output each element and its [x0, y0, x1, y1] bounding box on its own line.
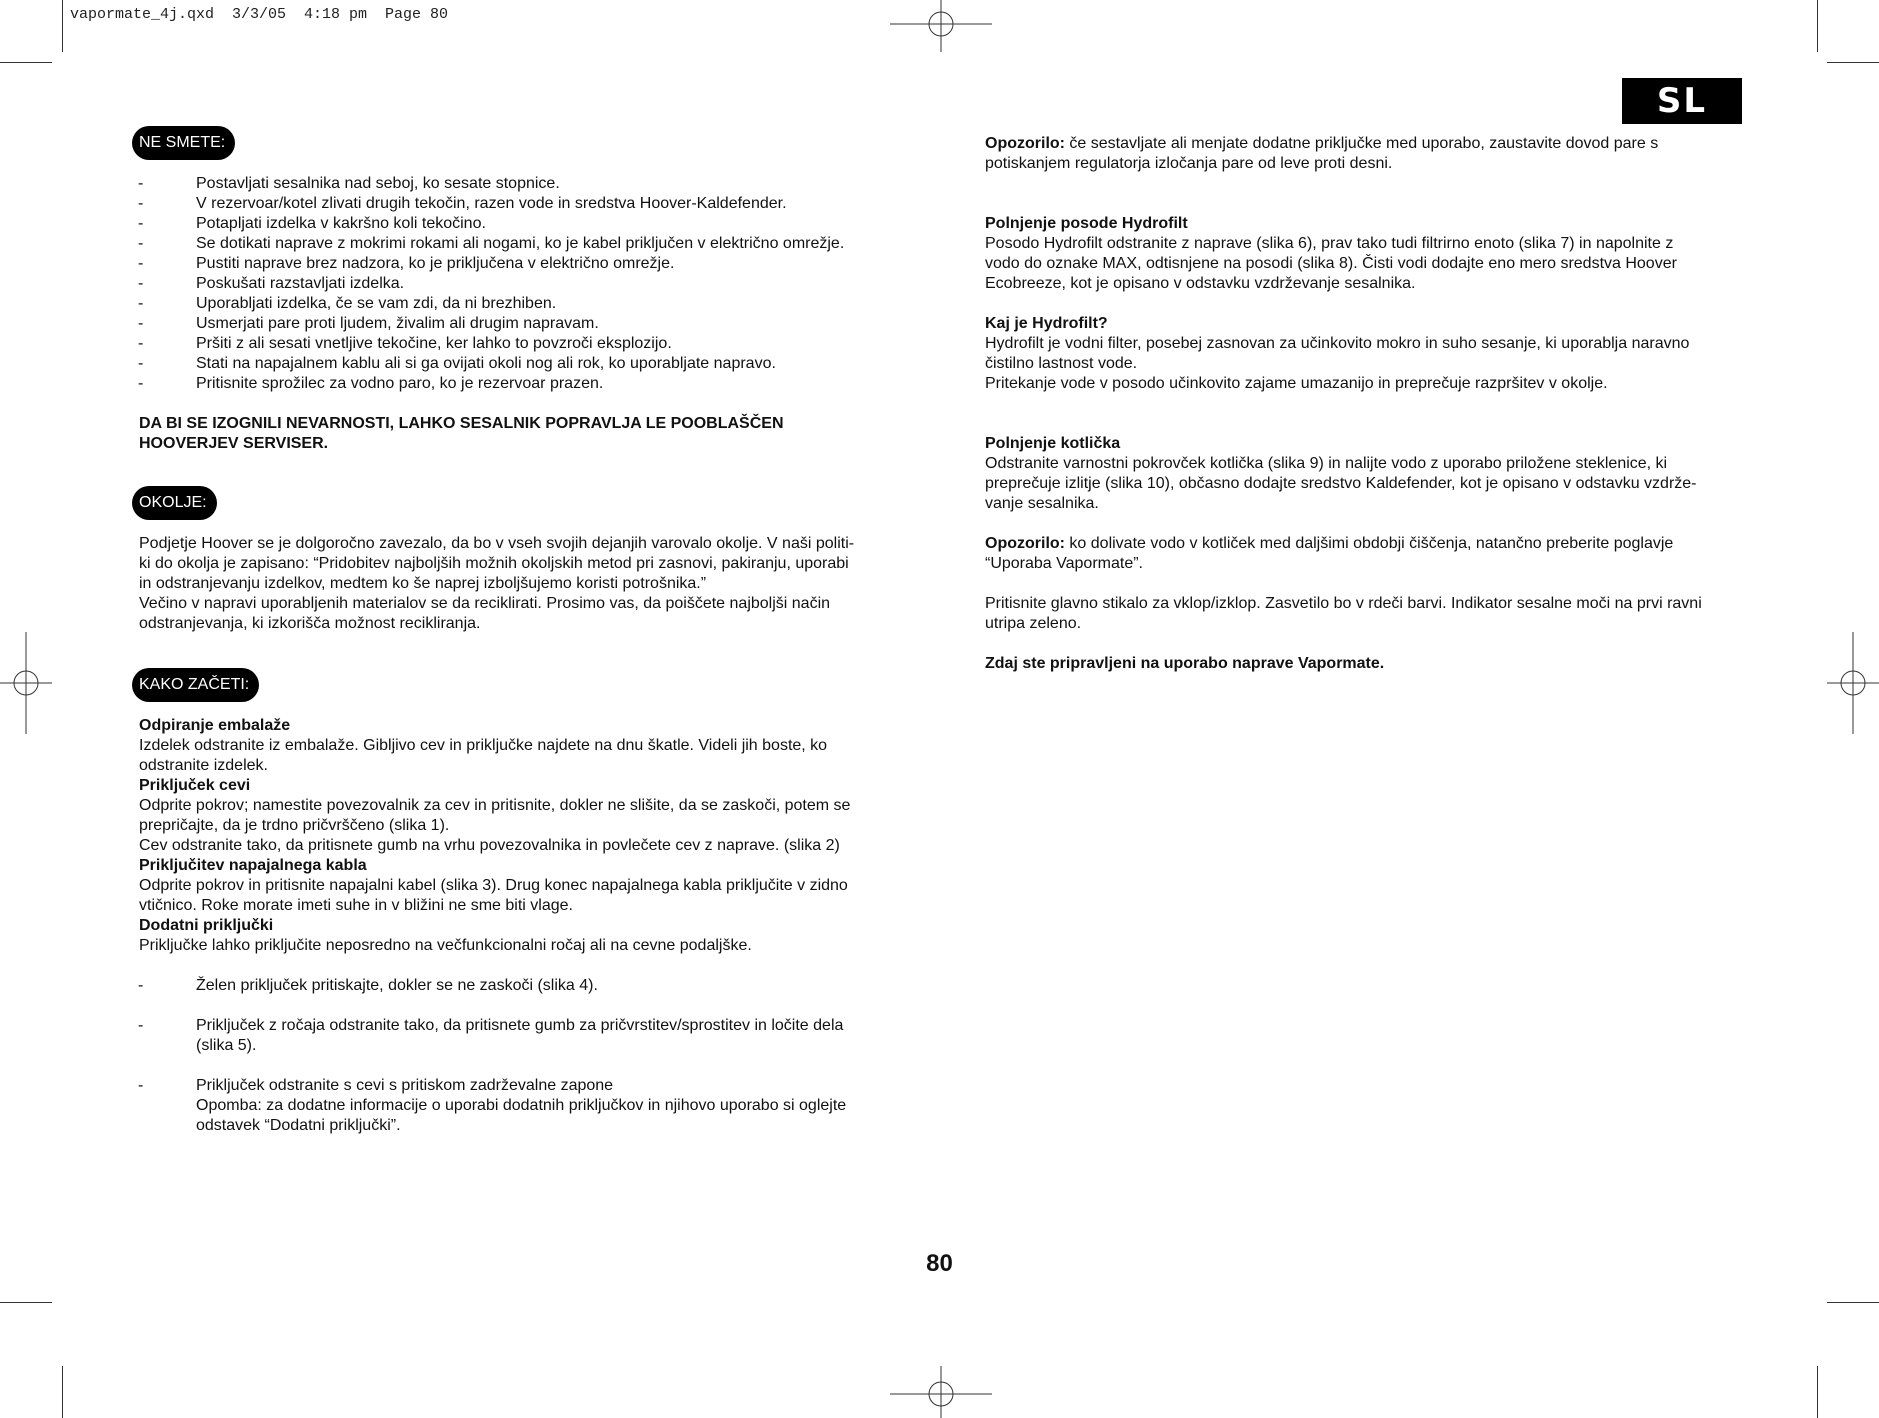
list-item: - V rezervoar/kotel zlivati drugih tekočin, razen vode in sredstva Hoover-Kaldefender.: [138, 195, 787, 212]
subheading: Kaj je Hydrofilt?: [985, 315, 1108, 332]
paragraph: Odprite pokrov in pritisnite napajalni kabel (slika 3). Drug konec napajalnega kabla priključite v zidno vtičnico. Roke morate imeti suhe in v bližini ne sme biti vlage.: [139, 877, 848, 914]
registration-mark-top-icon: [890, 0, 992, 52]
subheading: Priključitev napajalnega kabla: [139, 857, 367, 874]
subheading: Priključek cevi: [139, 777, 251, 794]
service-warning: DA BI SE IZOGNILI NEVARNOSTI, LAHKO SESALNIK POPRAVLJA LE POOBLAŠČEN HOOVERJEV SERVISER.: [139, 415, 784, 452]
crop-mark: [1817, 1366, 1818, 1418]
list-item: - Postavljati sesalnika nad seboj, ko sesate stopnice.: [138, 175, 560, 192]
page-number: 80: [926, 1250, 953, 1277]
subheading: Odpiranje embalaže: [139, 717, 291, 734]
attachments-list: [132, 976, 892, 1136]
list-item: - Potapljati izdelka v kakršno koli tekočino.: [138, 215, 486, 232]
list-item: - Želen priključek pritiskajte, dokler se ne zaskoči (slika 4).: [138, 977, 598, 994]
language-tab: SL: [1622, 78, 1742, 124]
crop-mark: [0, 62, 52, 63]
list-item: - Pustiti naprave brez nadzora, ko je priključena v električno omrežje.: [138, 255, 675, 272]
warning-paragraph: Opozorilo: če sestavljate ali menjate dodatne priključke med uporabo, zaustavite dovod pare s potiskanjem regulatorja izločanja pare od leve proti desni.: [985, 135, 1659, 172]
list-item: - Poskušati razstavljati izdelka.: [138, 275, 405, 292]
registration-mark-bottom-icon: [890, 1366, 992, 1418]
crop-mark: [1827, 62, 1879, 63]
registration-mark-right-icon: [1827, 632, 1879, 734]
paragraph: Posodo Hydrofilt odstranite z naprave (slika 6), prav tako tudi filtrirno enoto (slika 7) in napolnite z vodo do oznake MAX, odtisnjene na posodi (slika 8). Čisti vodi dodajte eno mero sredstva Hoover Ecobreeze, kot je opisano v odstavku vzdrževanje sesalnika.: [985, 235, 1677, 292]
subheading: Polnjenje kotlička: [985, 435, 1121, 452]
list-item: - Uporabljati izdelka, če se vam zdi, da ni brezhiben.: [138, 295, 557, 312]
paragraph: Odstranite varnostni pokrovček kotlička (slika 9) in nalijte vodo z uporabo priložene steklenice, ki preprečuje izlitje (slika 10), občasno dodajte sredstvo Kaldefender, kot je opisano v odstavku vzdrže- vanje sesalnika.: [985, 455, 1697, 512]
crop-mark: [62, 0, 63, 52]
paragraph: Odprite pokrov; namestite povezovalnik za cev in pritisnite, dokler ne slišite, da se zaskoči, potem se prepričajte, da je trdno pričvrščeno (slika 1). Cev odstranite tako, da pritisnete gumb na vrhu povezovalnika in povlečete cev z naprave. (slika 2): [139, 797, 851, 854]
list-item: - Priključek odstranite s cevi s pritiskom zadrževalne zapone Opomba: za dodatne informacije o uporabi dodatnih priključkov in njihovo uporabo si oglejte odstavek “Dodatni priključki”.: [138, 1077, 847, 1134]
left-column: [132, 126, 892, 1136]
paragraph: Priključke lahko priključite neposredno na večfunkcionalni ročaj ali na cevne podaljške.: [139, 937, 752, 954]
ready-statement: Zdaj ste pripravljeni na uporabo naprave Vapormate.: [985, 655, 1385, 672]
paragraph: Izdelek odstranite iz embalaže. Gibljivo cev in priključke najdete na dnu škatle. Videli jih boste, ko odstranite izdelek.: [139, 737, 828, 774]
registration-mark-left-icon: [0, 632, 52, 734]
section-label-kako-zaceti: KAKO ZAČETI:: [132, 668, 259, 702]
crop-mark: [1827, 1302, 1879, 1303]
kako-zaceti-body: [139, 716, 892, 956]
crop-mark: [1817, 0, 1818, 52]
print-slug: vapormate_4j.qxd 3/3/05 4:18 pm Page 80: [70, 6, 449, 23]
paragraph: Pritisnite glavno stikalo za vklop/izklop. Zasvetilo bo v rdeči barvi. Indikator sesalne moči na prvi ravni utripa zeleno.: [985, 595, 1702, 632]
list-item: - Usmerjati pare proti ljudem, živalim ali drugim napravam.: [138, 315, 599, 332]
crop-mark: [62, 1366, 63, 1418]
list-item: - Pritisnite sprožilec za vodno paro, ko je rezervoar prazen.: [138, 375, 604, 392]
subheading: Polnjenje posode Hydrofilt: [985, 215, 1188, 232]
list-item: - Pršiti z ali sesati vnetljive tekočine, ker lahko to povzroči eksplozijo.: [138, 335, 672, 352]
section-label-okolje: OKOLJE:: [132, 486, 217, 520]
list-item: - Se dotikati naprave z mokrimi rokami ali nogami, ko je kabel priključen v električno omrežje.: [138, 235, 845, 252]
list-item: - Stati na napajalnem kablu ali si ga ovijati okoli nog ali rok, ko uporabljate napravo.: [138, 355, 776, 372]
right-column: [985, 134, 1745, 674]
warning-paragraph: Opozorilo: ko dolivate vodo v kotliček med daljšimi obdobji čiščenja, natančno preberite poglavje “Uporaba Vapormate”.: [985, 535, 1674, 572]
okolje-paragraph: Podjetje Hoover se je dolgoročno zavezalo, da bo v vseh svojih dejanjih varovalo okolje. V naši politi- ki do okolja je zapisano: “Pridobitev najboljših možnih okoljskih metod pri zasnovi, pakiranju, uporabi in odstranjevanju izdelkov, medtem ko še naprej izboljšujemo koristi potrošnika.” Večino v napravi uporabljenih materialov se da reciklirati. Prosimo vas, da poiščete najboljši način odstranjevanja, ki izkorišča možnost recikliranja.: [139, 535, 855, 632]
ne-smete-list: [132, 174, 892, 394]
section-label-ne-smete: NE SMETE:: [132, 126, 235, 160]
paragraph: Hydrofilt je vodni filter, posebej zasnovan za učinkovito mokro in suho sesanje, ki uporablja naravno čistilno lastnost vode. Pritekanje vode v posodo učinkovito zajame umazanijo in preprečuje razpršitev v okolje.: [985, 335, 1690, 392]
subheading: Dodatni priključki: [139, 917, 274, 934]
crop-mark: [0, 1302, 52, 1303]
list-item: - Priključek z ročaja odstranite tako, da pritisnete gumb za pričvrstitev/sprostitev in ločite dela (slika 5).: [138, 1017, 844, 1054]
